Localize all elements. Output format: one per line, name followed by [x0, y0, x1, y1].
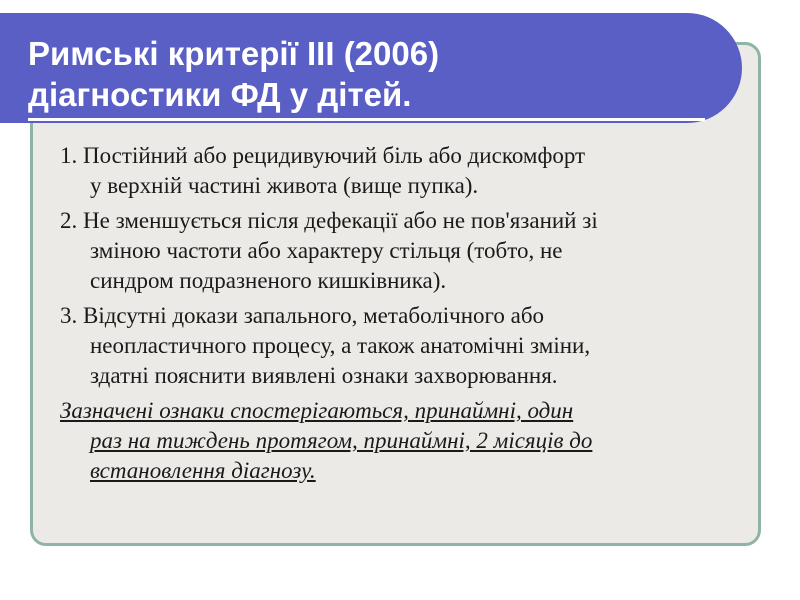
criterion-line: у верхній частині живота (вище пупка). [90, 173, 479, 198]
slide-title [28, 33, 439, 115]
criterion-line: здатні пояснити виявлені ознаки захворювання. [90, 363, 558, 388]
title-line: діагностики ФД у дітей. [28, 76, 412, 113]
criterion-1 [60, 141, 745, 201]
criterion-line: 3. Відсутні докази запального, метаболічного або [60, 303, 545, 328]
duration-note [60, 396, 745, 486]
slide-content [60, 141, 745, 486]
criterion-2 [60, 206, 745, 296]
title-bar [0, 13, 742, 123]
criterion-3 [60, 301, 745, 391]
note-line: встановлення діагнозу. [90, 458, 316, 483]
criterion-line: 2. Не зменшується після дефекації або не пов'язаний зі [60, 208, 598, 233]
title-underline [28, 118, 705, 121]
criterion-line: неопластичного процесу, а також анатомічні зміни, [90, 333, 591, 358]
title-line: Римські критерії III (2006) [28, 35, 440, 72]
criterion-line: 1. Постійний або рецидивуючий біль або дискомфорт [60, 143, 586, 168]
note-line: раз на тиждень протягом, принаймні, 2 місяців до [90, 428, 593, 453]
criterion-line: синдром подразненого кишківника). [90, 268, 447, 293]
note-line: Зазначені ознаки спостерігаються, принаймні, один [60, 398, 574, 423]
criterion-line: зміною частоти або характеру стільця (тобто, не [90, 238, 563, 263]
